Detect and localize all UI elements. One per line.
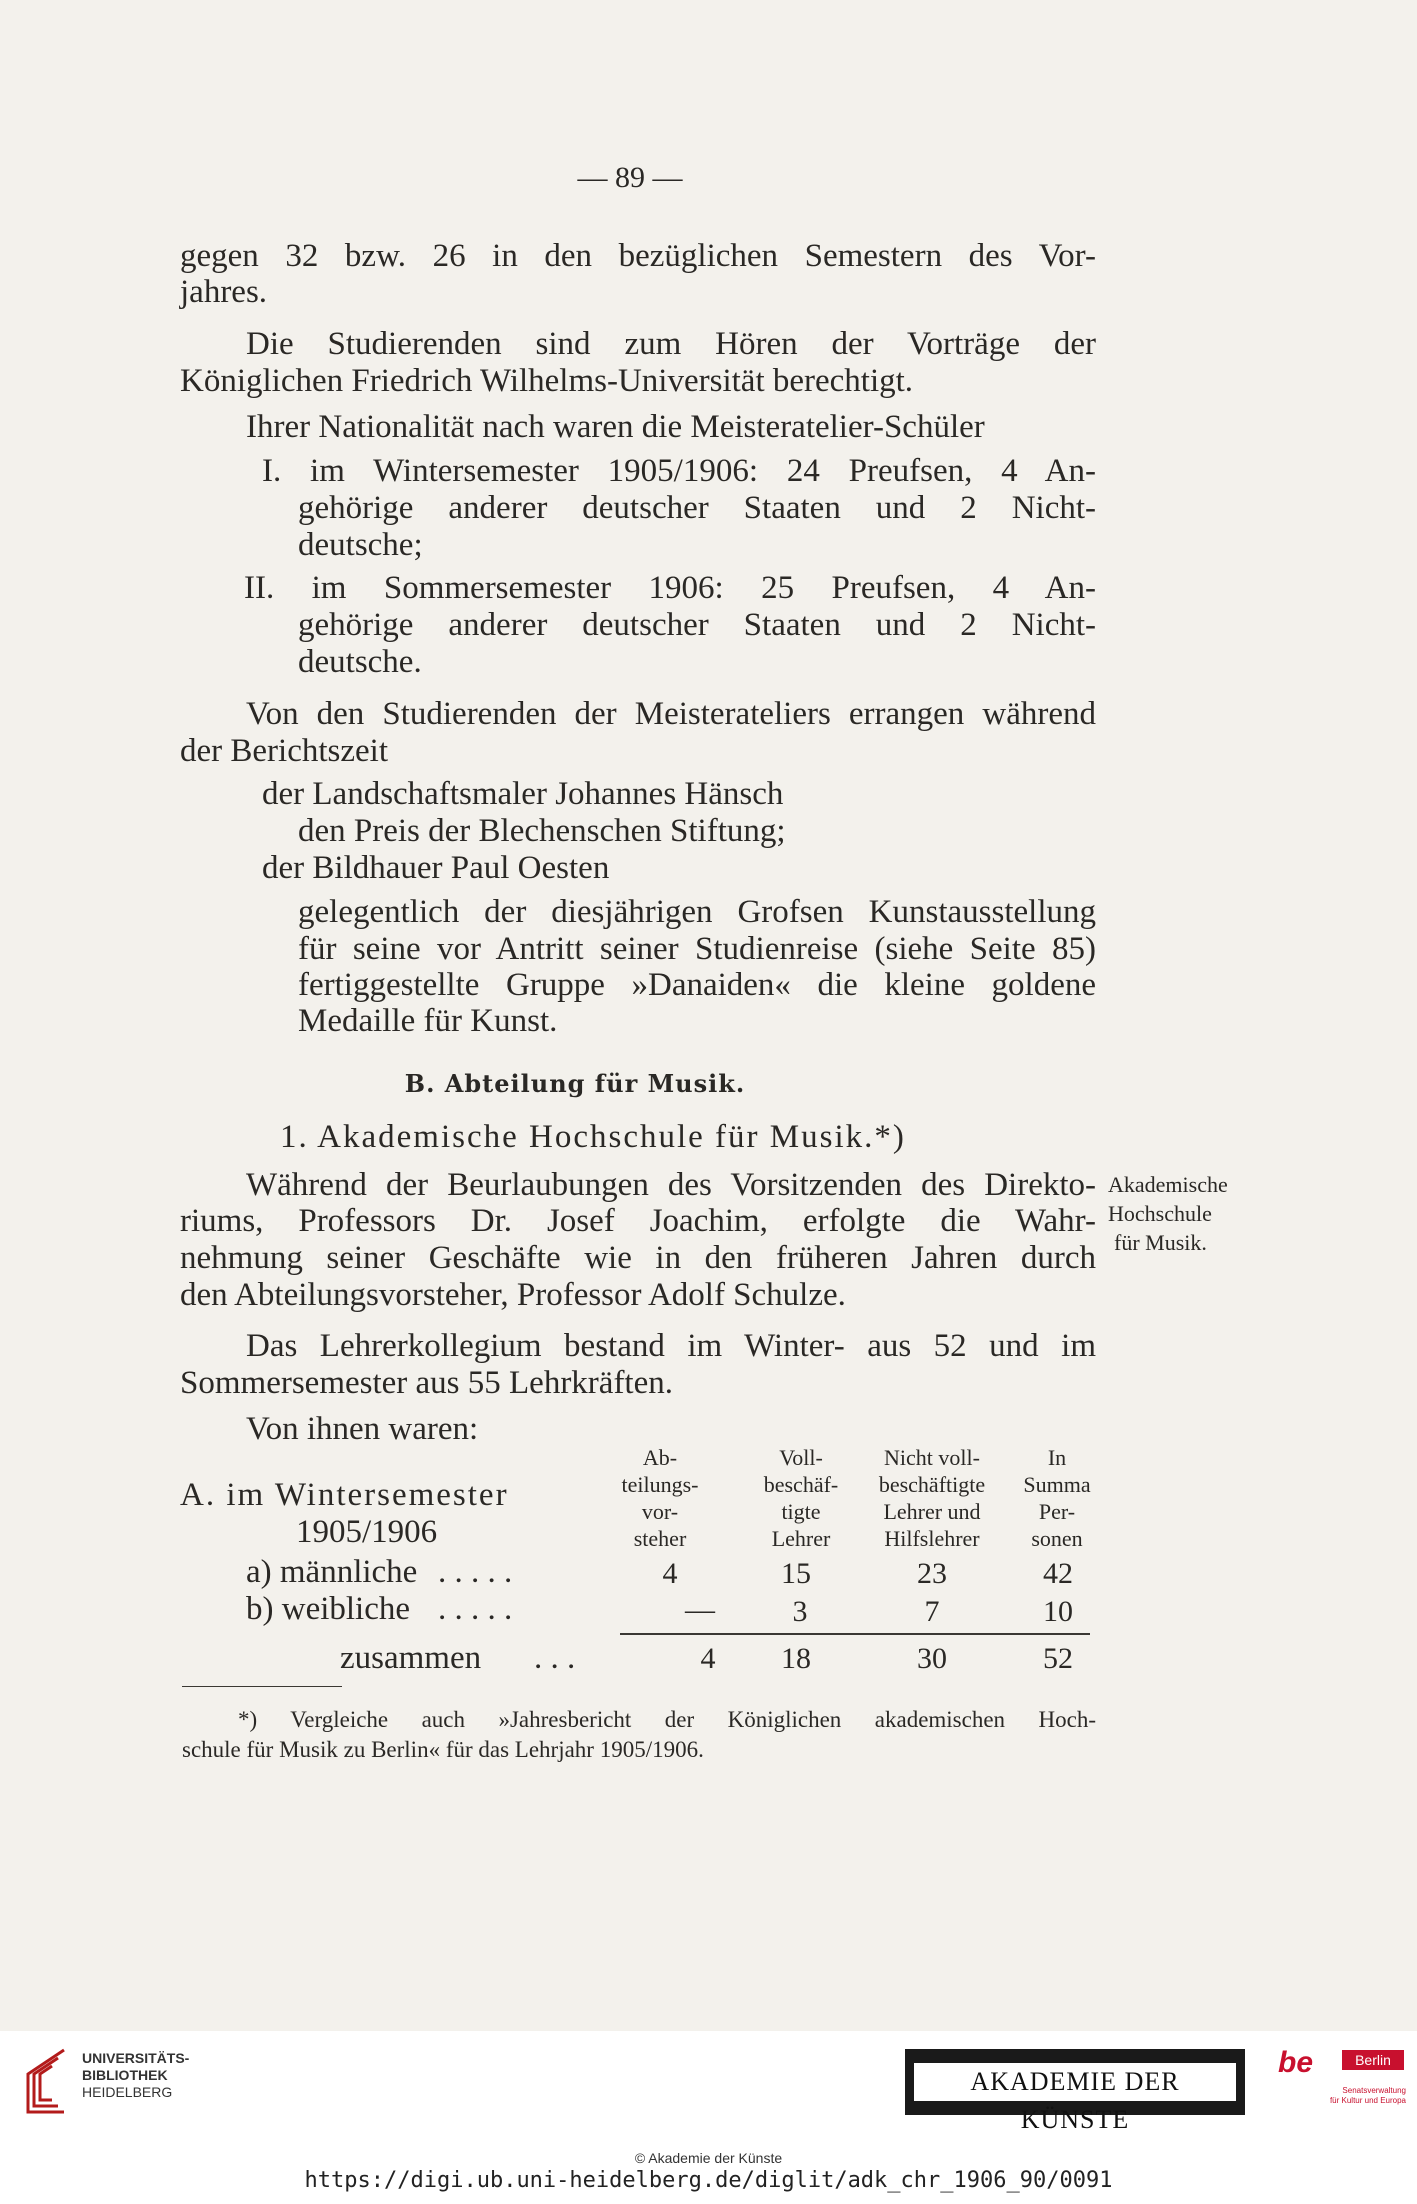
copyright-notice: © Akademie der Künste — [634, 2150, 783, 2166]
page-number: — 89 — — [577, 161, 683, 194]
row-dots: . . . . . — [438, 1554, 513, 1590]
cell: 30 — [917, 1642, 947, 1675]
text-line: gehörige anderer deutscher Staaten und 2 Nicht- — [298, 607, 1096, 643]
university-library-logo-icon — [14, 2046, 68, 2116]
footnote-line: *) Vergleiche auch »Jahresbericht der Königlichen akademischen Hoch- — [238, 1707, 1096, 1732]
cell: 3 — [792, 1595, 808, 1628]
text-line: den Abteilungsvorsteher, Professor Adolf Schulze. — [180, 1277, 846, 1313]
cell: 4 — [662, 1557, 678, 1590]
text-line: für seine vor Antritt seiner Studienreise (siehe Seite 85) — [298, 931, 1096, 967]
text-line: den Preis der Blechenschen Stiftung; — [298, 813, 786, 849]
header-cell: Nicht voll- beschäftigte Lehrer und Hilfslehrer — [878, 1445, 986, 1551]
total-label: zusammen — [340, 1640, 482, 1676]
footnote-line: schule für Musik zu Berlin« für das Lehrjahr 1905/1906. — [182, 1737, 704, 1762]
cell: 10 — [1043, 1595, 1073, 1628]
header-cell: Voll- beschäf- tigte Lehrer — [763, 1445, 839, 1551]
text-line: der Berichtszeit — [180, 733, 388, 769]
cell: 23 — [917, 1557, 947, 1590]
subsection-heading: 1. Akademische Hochschule für Musik.*) — [280, 1119, 906, 1155]
table-label: 1905/1906 — [296, 1514, 438, 1550]
cell: 7 — [924, 1595, 940, 1628]
text-line: fertiggestellte Gruppe »Danaiden« die kleine goldene — [298, 967, 1096, 1003]
footnote-rule — [182, 1686, 342, 1687]
berlin-senate-logo — [1278, 2046, 1406, 2116]
text-line: Von den Studierenden der Meisterateliers errangen während — [246, 696, 1096, 732]
sum-rule — [620, 1633, 1090, 1635]
text-line: Während der Beurlaubungen des Vorsitzenden des Direkto- — [246, 1167, 1096, 1203]
be-logo-text: be — [1278, 2046, 1314, 2079]
header-cell: In Summa Per- sonen — [1023, 1445, 1091, 1551]
text-line: Sommersemester aus 55 Lehrkräften. — [180, 1365, 674, 1401]
university-library-name: UNIVERSITÄTS- BIBLIOTHEK HEIDELBERG — [82, 2050, 190, 2100]
header-cell: Ab- teilungs- vor- steher — [621, 1445, 699, 1551]
text-line: Königlichen Friedrich Wilhelms-Universität berechtigt. — [180, 363, 914, 399]
cell: 4 — [700, 1642, 716, 1675]
cell: 42 — [1043, 1557, 1073, 1590]
text-line: deutsche; — [298, 527, 423, 563]
text-line: der Landschaftsmaler Johannes Hänsch — [262, 776, 784, 812]
text-line: jahres. — [180, 274, 268, 310]
row-label: a) männliche — [246, 1554, 418, 1590]
text-line: I. im Wintersemester 1905/1906: 24 Preufsen, 4 An- — [262, 453, 1096, 489]
text-line: nehmung seiner Geschäfte wie in den früheren Jahren durch — [180, 1240, 1096, 1276]
text-line: Die Studierenden sind zum Hören der Vorträge der — [246, 326, 1096, 362]
margin-note-line: Akademische — [1108, 1172, 1228, 1197]
row-dots: . . . — [534, 1640, 576, 1676]
text-line: Medaille für Kunst. — [298, 1003, 558, 1039]
text-line: gelegentlich der diesjährigen Grofsen Kunstausstellung — [298, 894, 1096, 930]
text-line: Das Lehrerkollegium bestand im Winter- aus 52 und im — [246, 1328, 1096, 1364]
text-line: riums, Professors Dr. Josef Joachim, erfolgte die Wahr- — [180, 1203, 1096, 1239]
berlin-badge: Berlin — [1342, 2050, 1404, 2070]
text-line: Ihrer Nationalität nach waren die Meisteratelier-Schüler — [246, 409, 985, 445]
text-line: II. im Sommersemester 1906: 25 Preufsen, 4 An- — [244, 570, 1096, 606]
cell: 18 — [781, 1642, 811, 1675]
text-line: der Bildhauer Paul Oesten — [262, 850, 610, 886]
margin-note-line: Hochschule — [1108, 1201, 1212, 1226]
row-dots: . . . . . — [438, 1591, 513, 1627]
row-label: b) weibliche — [246, 1591, 411, 1627]
section-heading: B. Abteilung für Musik. — [404, 1069, 746, 1098]
adk-logo-text: AKADEMIE DER KÜNSTE — [914, 2063, 1236, 2101]
akademie-der-kuenste-logo — [905, 2049, 1245, 2134]
text-line: gegen 32 bzw. 26 in den bezüglichen Semestern des Vor- — [180, 238, 1096, 274]
text-line: gehörige anderer deutscher Staaten und 2 Nicht- — [298, 490, 1096, 526]
senate-department-text: Senatsverwaltung für Kultur und Europa — [1329, 2086, 1406, 2105]
viewer-footer — [0, 2031, 1417, 2204]
cell: 15 — [781, 1557, 811, 1590]
margin-note-line: für Musik. — [1114, 1230, 1207, 1255]
permalink-url[interactable]: https://digi.ub.uni-heidelberg.de/diglit/adk_chr_1906_90/0091 — [304, 2168, 1113, 2193]
table-label: A. im Wintersemester — [180, 1477, 509, 1513]
cell: 52 — [1043, 1642, 1073, 1675]
text-line: deutsche. — [298, 644, 422, 680]
text-line: Von ihnen waren: — [246, 1411, 479, 1447]
cell: — — [685, 1593, 715, 1626]
